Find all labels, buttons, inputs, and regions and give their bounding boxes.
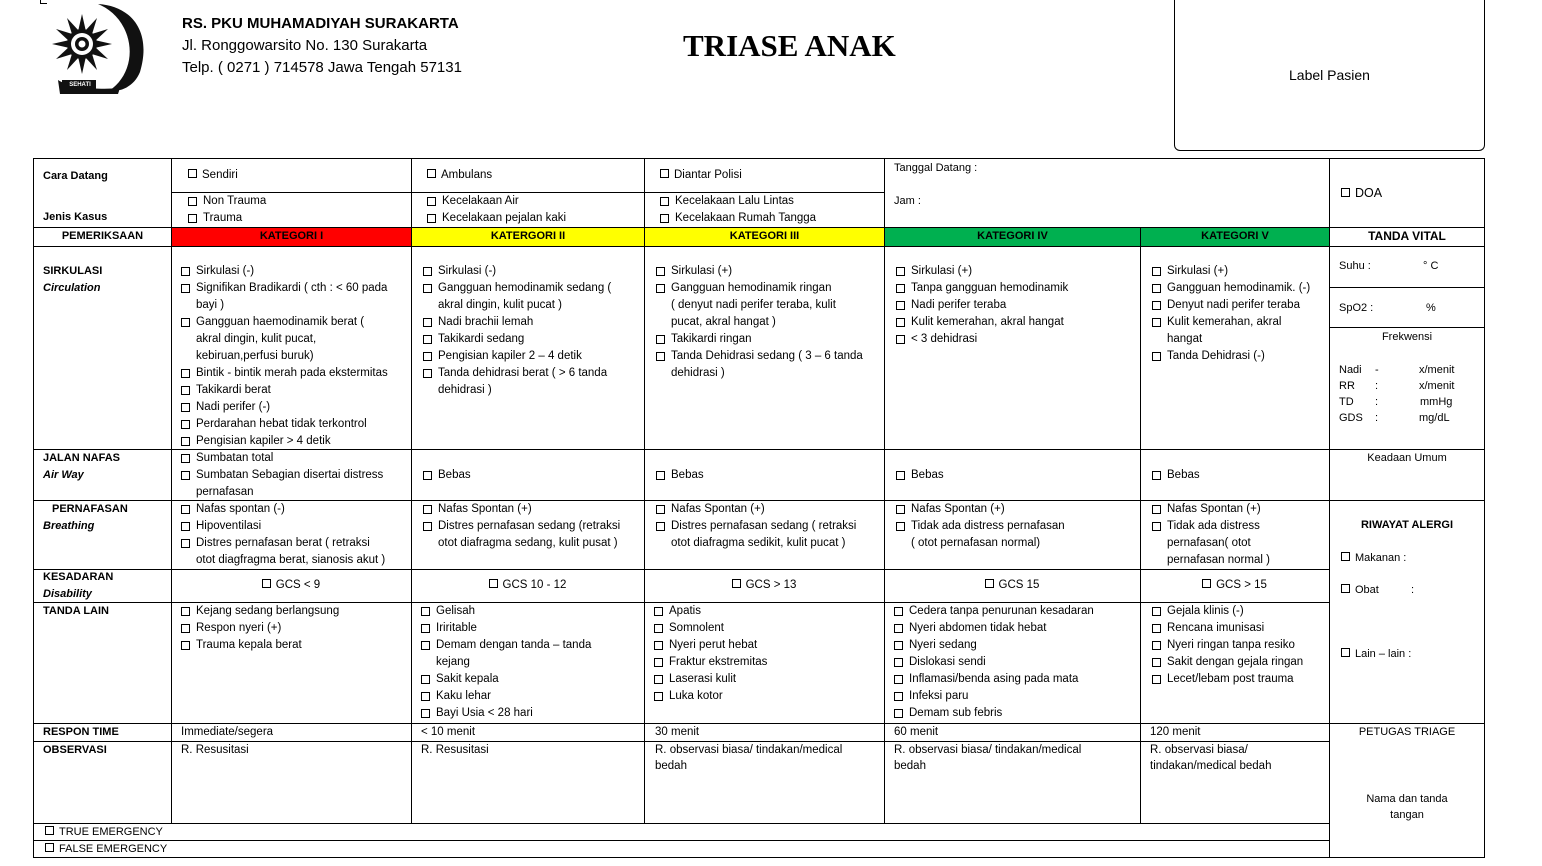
- response-time-cat5: 120 menit: [1150, 726, 1201, 738]
- criteria-item[interactable]: Infeksi paru: [894, 688, 1094, 705]
- checkbox-icon[interactable]: [181, 437, 190, 446]
- criteria-item[interactable]: Sakit kepala: [421, 671, 591, 688]
- checkbox-icon[interactable]: [894, 624, 903, 633]
- criteria-item[interactable]: Gangguan haemodinamik berat ( akral dingin, kulit pucat, kebiruan,perfusi buruk): [181, 314, 388, 365]
- airway-sublabel: Air Way: [43, 469, 84, 481]
- frequency-title: Frekwensi: [1381, 331, 1433, 343]
- checkbox-icon[interactable]: [1152, 505, 1161, 514]
- criteria-item[interactable]: Sirkulasi (+): [1152, 263, 1310, 280]
- checkbox-icon[interactable]: [427, 197, 436, 206]
- criteria-item[interactable]: Nyeri abdomen tidak hebat: [894, 620, 1094, 637]
- checkbox-icon[interactable]: [1152, 522, 1161, 531]
- criteria-item[interactable]: Iriritable: [421, 620, 591, 637]
- category-4-header: KATEGORI IV: [885, 228, 1140, 246]
- criteria-item[interactable]: Kejang sedang berlangsung: [181, 603, 339, 620]
- arrival-option-ambulans[interactable]: Ambulans: [427, 167, 492, 184]
- allergy-title: RIWAYAT ALERGI: [1360, 519, 1454, 531]
- checkbox-icon[interactable]: [654, 607, 663, 616]
- observation-cat5: R. observasi biasa/ tindakan/medical bedah: [1150, 744, 1272, 772]
- breathing-sublabel: Breathing: [43, 520, 95, 532]
- airway-cat3: [656, 467, 704, 484]
- breathing-cat5: [1152, 501, 1270, 569]
- criteria-item[interactable]: Nadi perifer teraba: [896, 297, 1068, 314]
- response-time-cat1: Immediate/segera: [181, 726, 274, 738]
- criteria-item[interactable]: Nafas Spontan (+): [896, 501, 1065, 518]
- criteria-item[interactable]: Kulit kemerahan, akral hangat: [896, 314, 1068, 331]
- checkbox-icon[interactable]: [896, 505, 905, 514]
- arrival-option-polisi[interactable]: Diantar Polisi: [660, 167, 742, 184]
- circulation-cat3: [656, 263, 863, 382]
- criteria-item[interactable]: Trauma kepala berat: [181, 637, 339, 654]
- airway-cat4: [896, 467, 944, 484]
- checkbox-icon[interactable]: [427, 214, 436, 223]
- checkbox-icon[interactable]: [985, 579, 994, 588]
- checkbox-icon[interactable]: [896, 301, 905, 310]
- checkbox-icon[interactable]: [896, 284, 905, 293]
- airway-cat2: [423, 467, 471, 484]
- vital-sep: -: [1375, 364, 1379, 376]
- checkbox-icon[interactable]: [660, 169, 669, 178]
- checkbox-icon[interactable]: [656, 352, 665, 361]
- criteria-item[interactable]: < 3 dehidrasi: [896, 331, 1068, 348]
- vital-sep: :: [1375, 380, 1379, 392]
- allergy-food-option[interactable]: Makanan :: [1341, 550, 1406, 567]
- hospital-name: RS. PKU MUHAMADIYAH SURAKARTA: [182, 15, 459, 32]
- criteria-item[interactable]: Luka kotor: [654, 688, 767, 705]
- checkbox-icon[interactable]: [45, 843, 54, 852]
- page-title: TRIASE ANAK: [683, 28, 896, 63]
- criteria-item[interactable]: Tanda dehidrasi berat ( > 6 tanda dehidrasi ): [423, 365, 611, 399]
- hospital-phone: Telp. ( 0271 ) 714578 Jawa Tengah 57131: [182, 59, 462, 76]
- checkbox-icon[interactable]: [654, 624, 663, 633]
- gcs-cat5[interactable]: GCS > 15: [1140, 577, 1329, 594]
- doa-option[interactable]: DOA: [1341, 185, 1382, 202]
- checkbox-icon[interactable]: [421, 641, 430, 650]
- checkbox-icon[interactable]: [421, 692, 430, 701]
- criteria-item[interactable]: Gejala klinis (-): [1152, 603, 1303, 620]
- checkbox-icon[interactable]: [654, 675, 663, 684]
- vital-name: Nadi: [1339, 364, 1362, 376]
- gcs-cat1[interactable]: GCS < 9: [171, 577, 411, 594]
- response-time-cat2: < 10 menit: [421, 726, 476, 738]
- checkbox-icon[interactable]: [894, 709, 903, 718]
- checkbox-icon[interactable]: [181, 369, 190, 378]
- checkbox-icon[interactable]: [660, 214, 669, 223]
- criteria-item[interactable]: Sakit dengan gejala ringan: [1152, 654, 1303, 671]
- checkbox-icon[interactable]: [732, 579, 741, 588]
- checkbox-icon[interactable]: [45, 826, 54, 835]
- checkbox-icon[interactable]: [1152, 624, 1161, 633]
- checkbox-icon[interactable]: [1202, 579, 1211, 588]
- checkbox-icon[interactable]: [896, 522, 905, 531]
- observation-cat4: R. observasi biasa/ tindakan/medical bedah: [894, 744, 1082, 772]
- vital-sep: :: [1375, 412, 1379, 424]
- checkbox-icon[interactable]: [423, 284, 432, 293]
- allergy-drug-option[interactable]: Obat: [1341, 582, 1379, 599]
- checkbox-icon[interactable]: [1341, 188, 1350, 197]
- arrival-label: Cara Datang: [43, 170, 108, 182]
- criteria-item[interactable]: Tanda Dehidrasi (-): [1152, 348, 1310, 365]
- vital-spo2-label[interactable]: SpO2 :: [1339, 302, 1374, 314]
- checkbox-icon[interactable]: [1341, 552, 1350, 561]
- circulation-cat5: [1152, 263, 1310, 365]
- criteria-item[interactable]: Tidak ada distress pernafasan( otot pernafasan normal ): [1152, 518, 1270, 569]
- criteria-item[interactable]: Sirkulasi (-): [181, 263, 388, 280]
- breathing-label: PERNAFASAN: [52, 503, 128, 515]
- checkbox-icon[interactable]: [656, 284, 665, 293]
- checkbox-icon[interactable]: [181, 641, 190, 650]
- criteria-item[interactable]: Bebas: [423, 467, 471, 484]
- criteria-item[interactable]: Takikardi sedang: [423, 331, 611, 348]
- triage-officer-title: PETUGAS TRIAGE: [1358, 726, 1456, 738]
- criteria-item[interactable]: Tanda Dehidrasi sedang ( 3 – 6 tanda dehidrasi ): [656, 348, 863, 382]
- criteria-item[interactable]: Gangguan hemodinamik sedang ( akral dingin, kulit pucat ): [423, 280, 611, 314]
- category-5-header: KATEGORI V: [1141, 228, 1329, 246]
- criteria-item[interactable]: Bebas: [1152, 467, 1200, 484]
- criteria-item[interactable]: Distres pernafasan sedang (retraksi otot diafragma sedang, kulit pusat ): [423, 518, 620, 552]
- criteria-item[interactable]: Nyeri ringan tanpa resiko: [1152, 637, 1303, 654]
- checkbox-icon[interactable]: [654, 641, 663, 650]
- checkbox-icon[interactable]: [181, 454, 190, 463]
- false-emergency-option[interactable]: FALSE EMERGENCY: [45, 841, 167, 858]
- checkbox-icon[interactable]: [423, 369, 432, 378]
- criteria-item[interactable]: Hipoventilasi: [181, 518, 385, 535]
- response-time-cat4: 60 menit: [894, 726, 939, 738]
- arrival-option-sendiri[interactable]: Sendiri: [188, 167, 238, 184]
- allergy-drug-colon: :: [1411, 584, 1415, 596]
- other-signs-cat4: [894, 603, 1094, 722]
- checkbox-icon[interactable]: [1152, 284, 1161, 293]
- criteria-item[interactable]: Nafas Spontan (+): [1152, 501, 1270, 518]
- response-time-label: RESPON TIME: [43, 726, 119, 738]
- checkbox-icon[interactable]: [896, 335, 905, 344]
- checkbox-icon[interactable]: [894, 607, 903, 616]
- criteria-item[interactable]: Distres pernafasan berat ( retraksi otot diagfragma berat, sianosis akut ): [181, 535, 385, 569]
- criteria-item[interactable]: Nafas spontan (-): [181, 501, 385, 518]
- criteria-item[interactable]: Bebas: [656, 467, 704, 484]
- checkbox-icon[interactable]: [181, 420, 190, 429]
- gcs-cat2[interactable]: GCS 10 - 12: [411, 577, 644, 594]
- vital-name: TD: [1339, 396, 1354, 408]
- criteria-item[interactable]: Gangguan hemodinamik ringan ( denyut nadi perifer teraba, kulit pucat, akral hangat ): [656, 280, 863, 331]
- criteria-item[interactable]: Nyeri sedang: [894, 637, 1094, 654]
- checkbox-icon[interactable]: [894, 675, 903, 684]
- checkbox-icon[interactable]: [181, 403, 190, 412]
- checkbox-icon[interactable]: [894, 641, 903, 650]
- checkbox-icon[interactable]: [894, 658, 903, 667]
- other-signs-cat3: [654, 603, 767, 705]
- criteria-item[interactable]: Takikardi ringan: [656, 331, 863, 348]
- checkbox-icon[interactable]: [1152, 471, 1161, 480]
- checkbox-icon[interactable]: [656, 471, 665, 480]
- checkbox-icon[interactable]: [423, 522, 432, 531]
- case-option[interactable]: Kecelakaan Air: [427, 193, 566, 210]
- checkbox-icon[interactable]: [188, 169, 197, 178]
- criteria-item[interactable]: Apatis: [654, 603, 767, 620]
- checkbox-icon[interactable]: [1152, 267, 1161, 276]
- checkbox-icon[interactable]: [421, 607, 430, 616]
- checkbox-icon[interactable]: [1152, 301, 1161, 310]
- checkbox-icon[interactable]: [188, 214, 197, 223]
- criteria-item[interactable]: Laserasi kulit: [654, 671, 767, 688]
- checkbox-icon[interactable]: [181, 505, 190, 514]
- vital-temp-unit: ° C: [1423, 260, 1439, 272]
- checkbox-icon[interactable]: [181, 539, 190, 548]
- hospital-logo: [40, 2, 150, 94]
- other-signs-cat1: [181, 603, 339, 654]
- criteria-item[interactable]: Bintik - bintik merah pada ekstermitas: [181, 365, 388, 382]
- circulation-cat2: [423, 263, 611, 399]
- vital-spo2-unit: %: [1426, 302, 1436, 314]
- other-signs-label: TANDA LAIN: [43, 605, 109, 617]
- criteria-item[interactable]: Nafas Spontan (+): [423, 501, 620, 518]
- case-col1: [188, 193, 266, 226]
- checkbox-icon[interactable]: [188, 197, 197, 206]
- case-option[interactable]: Trauma: [188, 210, 266, 227]
- criteria-item[interactable]: Sirkulasi (-): [423, 263, 611, 280]
- breathing-cat1: [181, 501, 385, 569]
- case-col2: [427, 193, 566, 226]
- criteria-item[interactable]: Gelisah: [421, 603, 591, 620]
- checkbox-icon[interactable]: [896, 318, 905, 327]
- checkbox-icon[interactable]: [654, 658, 663, 667]
- criteria-item[interactable]: Pengisian kapiler 2 – 4 detik: [423, 348, 611, 365]
- criteria-item[interactable]: Tidak ada distress pernafasan ( otot pernafasan normal): [896, 518, 1065, 552]
- vital-temp-label[interactable]: Suhu :: [1339, 260, 1371, 272]
- checkbox-icon[interactable]: [1152, 607, 1161, 616]
- checkbox-icon[interactable]: [423, 471, 432, 480]
- checkbox-icon[interactable]: [1152, 658, 1161, 667]
- checkbox-icon[interactable]: [423, 505, 432, 514]
- checkbox-icon[interactable]: [421, 624, 430, 633]
- case-option[interactable]: Non Trauma: [188, 193, 266, 210]
- checkbox-icon[interactable]: [427, 169, 436, 178]
- criteria-item[interactable]: Nafas Spontan (+): [656, 501, 856, 518]
- criteria-item[interactable]: Bebas: [896, 467, 944, 484]
- checkbox-icon[interactable]: [1152, 641, 1161, 650]
- criteria-item[interactable]: Inflamasi/benda asing pada mata: [894, 671, 1094, 688]
- criteria-item[interactable]: Cedera tanpa penurunan kesadaran: [894, 603, 1094, 620]
- exam-header: PEMERIKSAAN: [61, 230, 144, 242]
- checkbox-icon[interactable]: [896, 267, 905, 276]
- criteria-item[interactable]: Sumbatan Sebagian disertai distress pernafasan: [181, 467, 383, 501]
- criteria-item[interactable]: Sirkulasi (+): [896, 263, 1068, 280]
- criteria-item[interactable]: Kaku lehar: [421, 688, 591, 705]
- disability-label: KESADARAN: [43, 571, 114, 583]
- category-3-header: KATEGORI III: [645, 228, 884, 246]
- circulation-sublabel: Circulation: [43, 282, 101, 294]
- patient-label-text: Label Pasien: [1289, 67, 1370, 83]
- breathing-cat2: [423, 501, 620, 552]
- checkbox-icon[interactable]: [181, 522, 190, 531]
- observation-cat2: R. Resusitasi: [421, 744, 489, 756]
- checkbox-icon[interactable]: [896, 471, 905, 480]
- airway-label: JALAN NAFAS: [43, 452, 121, 464]
- checkbox-icon[interactable]: [181, 624, 190, 633]
- criteria-item[interactable]: Sirkulasi (+): [656, 263, 863, 280]
- vital-unit[interactable]: x/menit: [1419, 364, 1455, 376]
- criteria-item[interactable]: Tanpa gangguan hemodinamik: [896, 280, 1068, 297]
- checkbox-icon[interactable]: [423, 318, 432, 327]
- checkbox-icon[interactable]: [181, 471, 190, 480]
- criteria-item[interactable]: Rencana imunisasi: [1152, 620, 1303, 637]
- category-2-header: KATERGORI II: [412, 228, 644, 246]
- circulation-label: SIRKULASI: [43, 265, 103, 277]
- vital-name: GDS: [1339, 412, 1363, 424]
- checkbox-icon[interactable]: [1152, 675, 1161, 684]
- observation-label: OBSERVASI: [43, 744, 107, 756]
- checkbox-icon[interactable]: [654, 692, 663, 701]
- case-option[interactable]: Kecelakaan Rumah Tangga: [660, 210, 816, 227]
- disability-sublabel: Disability: [43, 588, 92, 600]
- checkbox-icon[interactable]: [656, 522, 665, 531]
- criteria-item[interactable]: Fraktur ekstremitas: [654, 654, 767, 671]
- response-time-cat3: 30 menit: [655, 726, 700, 738]
- checkbox-icon[interactable]: [1341, 648, 1350, 657]
- criteria-item[interactable]: Bayi Usia < 28 hari: [421, 705, 591, 722]
- circulation-cat4: [896, 263, 1068, 348]
- other-signs-cat5: [1152, 603, 1303, 688]
- checkbox-icon[interactable]: [181, 607, 190, 616]
- criteria-item[interactable]: Nadi brachii lemah: [423, 314, 611, 331]
- criteria-item[interactable]: Denyut nadi perifer teraba: [1152, 297, 1310, 314]
- criteria-item[interactable]: Pengisian kapiler > 4 detik: [181, 433, 388, 450]
- circulation-cat1: [181, 263, 388, 450]
- criteria-item[interactable]: Distres pernafasan sedang ( retraksi otot diafragma sedikit, kulit pucat ): [656, 518, 856, 552]
- vitals-header: TANDA VITAL: [1368, 229, 1446, 243]
- criteria-item[interactable]: Lecet/lebam post trauma: [1152, 671, 1303, 688]
- vital-sep: :: [1375, 396, 1379, 408]
- criteria-item[interactable]: Kulit kemerahan, akral hangat: [1152, 314, 1310, 348]
- checkbox-icon[interactable]: [421, 709, 430, 718]
- checkbox-icon[interactable]: [1152, 352, 1161, 361]
- vital-unit[interactable]: x/menit: [1419, 380, 1455, 392]
- gcs-cat4[interactable]: GCS 15: [884, 577, 1140, 594]
- criteria-item[interactable]: Takikardi berat: [181, 382, 388, 399]
- arrival-date-label[interactable]: Tanggal Datang :: [894, 162, 978, 174]
- checkbox-icon[interactable]: [656, 505, 665, 514]
- criteria-item[interactable]: Perdarahan hebat tidak terkontrol: [181, 416, 388, 433]
- criteria-item[interactable]: Somnolent: [654, 620, 767, 637]
- criteria-item[interactable]: Demam dengan tanda – tanda kejang: [421, 637, 591, 671]
- airway-cat1: [181, 450, 383, 501]
- criteria-item[interactable]: Respon nyeri (+): [181, 620, 339, 637]
- checkbox-icon[interactable]: [423, 267, 432, 276]
- criteria-item[interactable]: Dislokasi sendi: [894, 654, 1094, 671]
- criteria-item[interactable]: Demam sub febris: [894, 705, 1094, 722]
- vital-unit[interactable]: mmHg: [1420, 396, 1453, 408]
- general-condition-label[interactable]: Keadaan Umum: [1367, 452, 1447, 464]
- checkbox-icon[interactable]: [894, 692, 903, 701]
- gcs-cat3[interactable]: GCS > 13: [644, 577, 884, 594]
- criteria-item[interactable]: Nadi perifer (-): [181, 399, 388, 416]
- criteria-item[interactable]: Nyeri perut hebat: [654, 637, 767, 654]
- criteria-item[interactable]: Sumbatan total: [181, 450, 383, 467]
- hospital-address: Jl. Ronggowarsito No. 130 Surakarta: [182, 37, 428, 54]
- other-signs-cat2: [421, 603, 591, 722]
- logo-text: SEHATI: [69, 82, 91, 88]
- category-1-header: KATEGORI I: [172, 228, 411, 246]
- checkbox-icon[interactable]: [423, 335, 432, 344]
- officer-signature-label[interactable]: Nama dan tanda tangan: [1366, 793, 1448, 821]
- case-col3: [660, 193, 816, 226]
- checkbox-icon[interactable]: [181, 318, 190, 327]
- observation-cat1: R. Resusitasi: [181, 744, 249, 756]
- checkbox-icon[interactable]: [421, 675, 430, 684]
- allergy-other-option[interactable]: Lain – lain :: [1341, 646, 1411, 663]
- checkbox-icon[interactable]: [423, 352, 432, 361]
- checkbox-icon[interactable]: [181, 284, 190, 293]
- true-emergency-option[interactable]: TRUE EMERGENCY: [45, 824, 163, 841]
- checkbox-icon[interactable]: [181, 267, 190, 276]
- arrival-time-label[interactable]: Jam :: [894, 195, 921, 207]
- checkbox-icon[interactable]: [656, 335, 665, 344]
- observation-cat3: R. observasi biasa/ tindakan/medical bedah: [655, 744, 843, 772]
- checkbox-icon[interactable]: [660, 197, 669, 206]
- criteria-item[interactable]: Signifikan Bradikardi ( cth : < 60 pada bayi ): [181, 280, 388, 314]
- case-option[interactable]: Kecelakaan pejalan kaki: [427, 210, 566, 227]
- breathing-cat4: [896, 501, 1065, 552]
- checkbox-icon[interactable]: [262, 579, 271, 588]
- breathing-cat3: [656, 501, 856, 552]
- checkbox-icon[interactable]: [489, 579, 498, 588]
- checkbox-icon[interactable]: [181, 386, 190, 395]
- vital-name: RR: [1339, 380, 1355, 392]
- airway-cat5: [1152, 467, 1200, 484]
- case-label: Jenis Kasus: [43, 211, 108, 223]
- criteria-item[interactable]: Gangguan hemodinamik. (-): [1152, 280, 1310, 297]
- vital-unit[interactable]: mg/dL: [1419, 412, 1450, 424]
- checkbox-icon[interactable]: [1152, 318, 1161, 327]
- checkbox-icon[interactable]: [656, 267, 665, 276]
- checkbox-icon[interactable]: [1341, 584, 1350, 593]
- case-option[interactable]: Kecelakaan Lalu Lintas: [660, 193, 816, 210]
